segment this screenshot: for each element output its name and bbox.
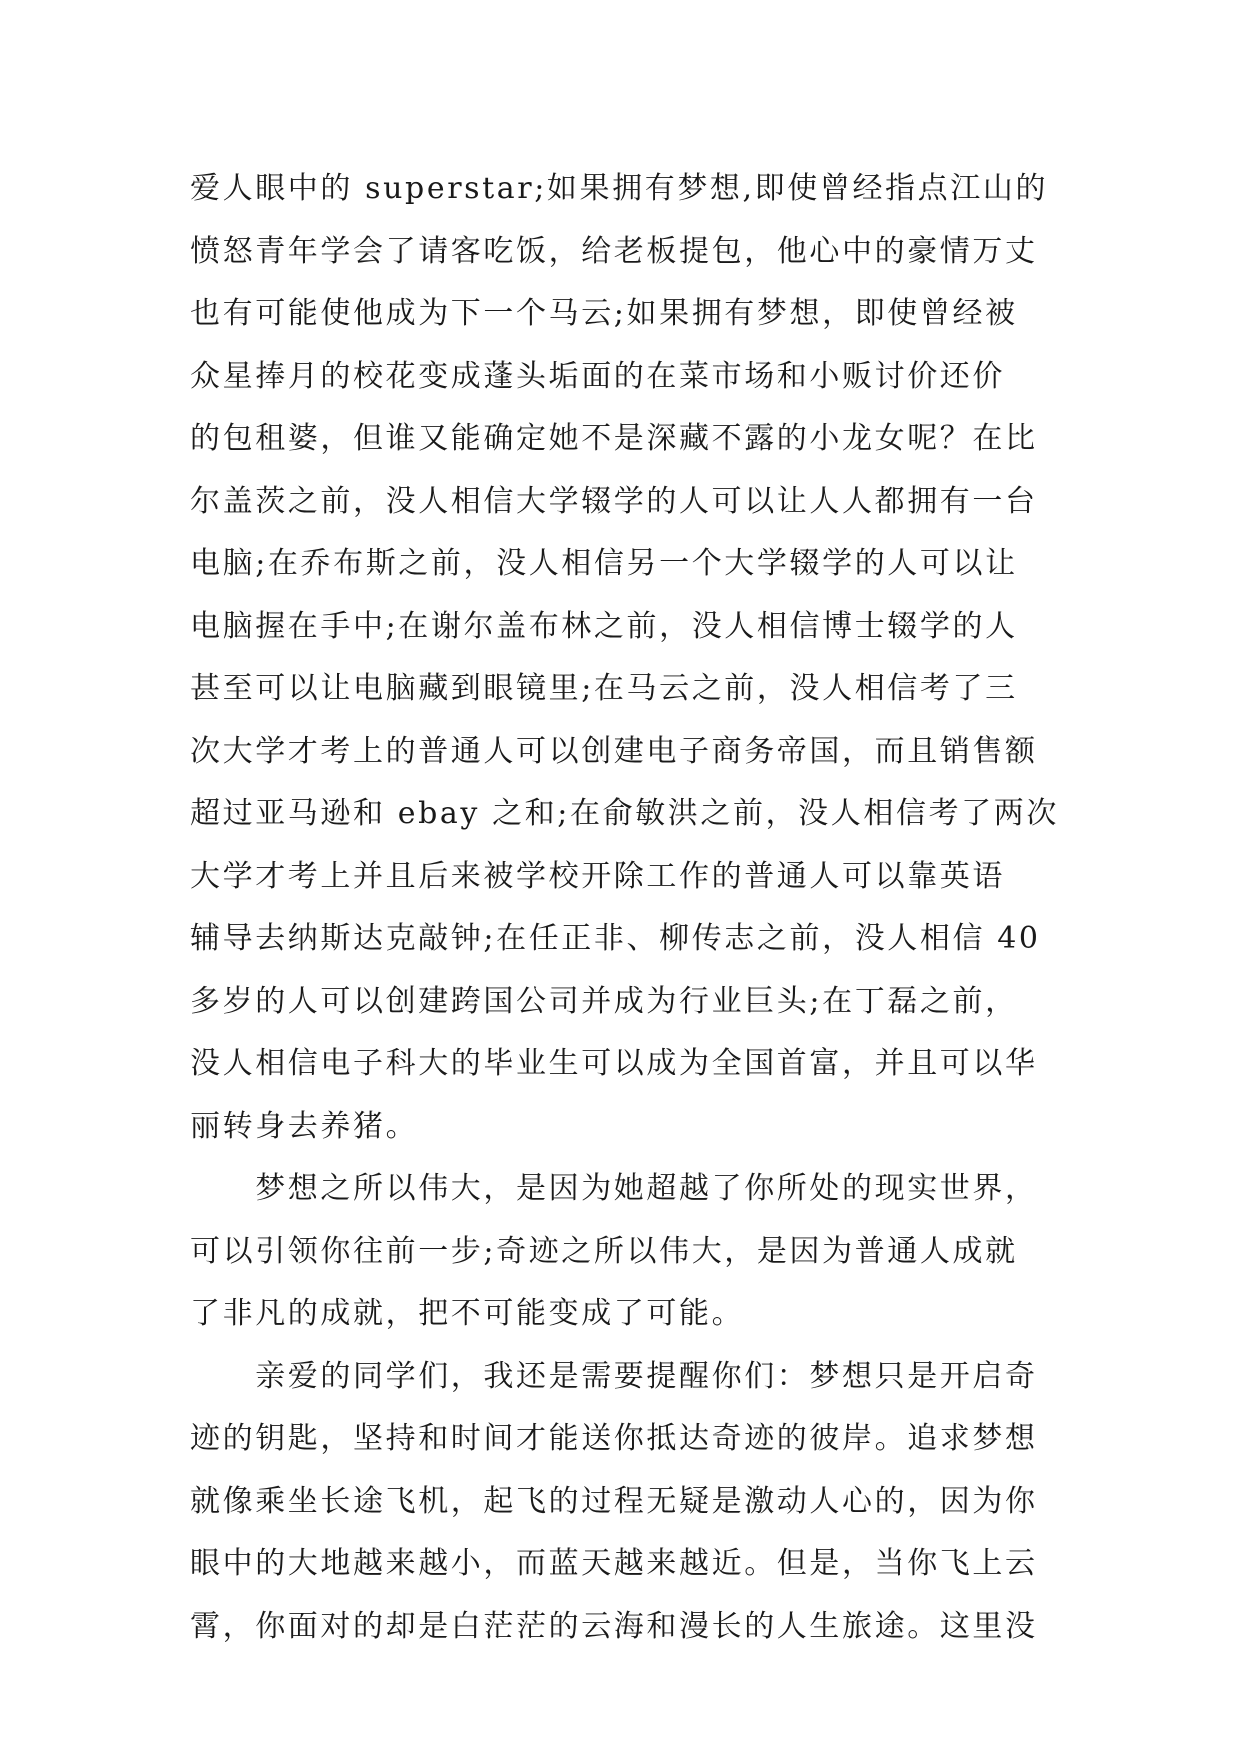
text-line: 大学才考上并且后来被学校开除工作的普通人可以靠英语: [190, 858, 1005, 894]
text-line: 丽转身去养猪。: [190, 1108, 419, 1144]
text-line: 梦想之所以伟大，是因为她超越了你所处的现实世界，: [190, 1171, 1038, 1206]
text-line: 辅导去纳斯达克敲钟;在任正非、柳传志之前，没人相信 40: [190, 921, 1041, 956]
text-line: 霄，你面对的却是白茫茫的云海和漫长的人生旅途。这里没: [190, 1608, 1038, 1644]
paragraph-3: [190, 1346, 1070, 1659]
text-line: 多岁的人可以创建跨国公司并成为行业巨头;在丁磊之前，: [190, 983, 1018, 1019]
text-line: 就像乘坐长途飞机，起飞的过程无疑是激动人心的，因为你: [190, 1483, 1038, 1519]
text-line: 眼中的大地越来越小，而蓝天越来越近。但是，当你飞上云: [190, 1546, 1038, 1581]
text-line: 爱人眼中的 superstar;如果拥有梦想,即使曾经指点江山的: [190, 171, 1049, 206]
paragraph-2: [190, 1158, 1070, 1346]
text-line: 愤怒青年学会了请客吃饭，给老板提包，他心中的豪情万丈: [190, 233, 1038, 269]
text-line: 可以引领你往前一步;奇迹之所以伟大，是因为普通人成就: [190, 1233, 1018, 1269]
text-line: 电脑握在手中;在谢尔盖布林之前，没人相信博士辍学的人: [190, 608, 1018, 644]
text-line: 的包租婆，但谁又能确定她不是深藏不露的小龙女呢？在比: [190, 421, 1038, 456]
text-line: 尔盖茨之前，没人相信大学辍学的人可以让人人都拥有一台: [190, 483, 1038, 519]
text-line: 迹的钥匙，坚持和时间才能送你抵达奇迹的彼岸。追求梦想: [190, 1421, 1038, 1456]
text-line: 超过亚马逊和 ebay 之和;在俞敏洪之前，没人相信考了两次: [190, 796, 1059, 831]
text-line: 也有可能使他成为下一个马云;如果拥有梦想，即使曾经被: [190, 296, 1018, 331]
text-line: 众星捧月的校花变成蓬头垢面的在菜市场和小贩讨价还价: [190, 358, 1005, 394]
body-text: [190, 158, 1070, 1658]
text-line: 没人相信电子科大的毕业生可以成为全国首富，并且可以华: [190, 1046, 1038, 1081]
text-line: 甚至可以让电脑藏到眼镜里;在马云之前，没人相信考了三: [190, 671, 1018, 706]
text-line: 亲爱的同学们，我还是需要提醒你们：梦想只是开启奇: [190, 1358, 1038, 1394]
paragraph-1: [190, 158, 1070, 1158]
text-line: 次大学才考上的普通人可以创建电子商务帝国，而且销售额: [190, 733, 1038, 769]
text-line: 了非凡的成就，把不可能变成了可能。: [190, 1296, 745, 1331]
text-line: 电脑;在乔布斯之前，没人相信另一个大学辍学的人可以让: [190, 546, 1018, 581]
